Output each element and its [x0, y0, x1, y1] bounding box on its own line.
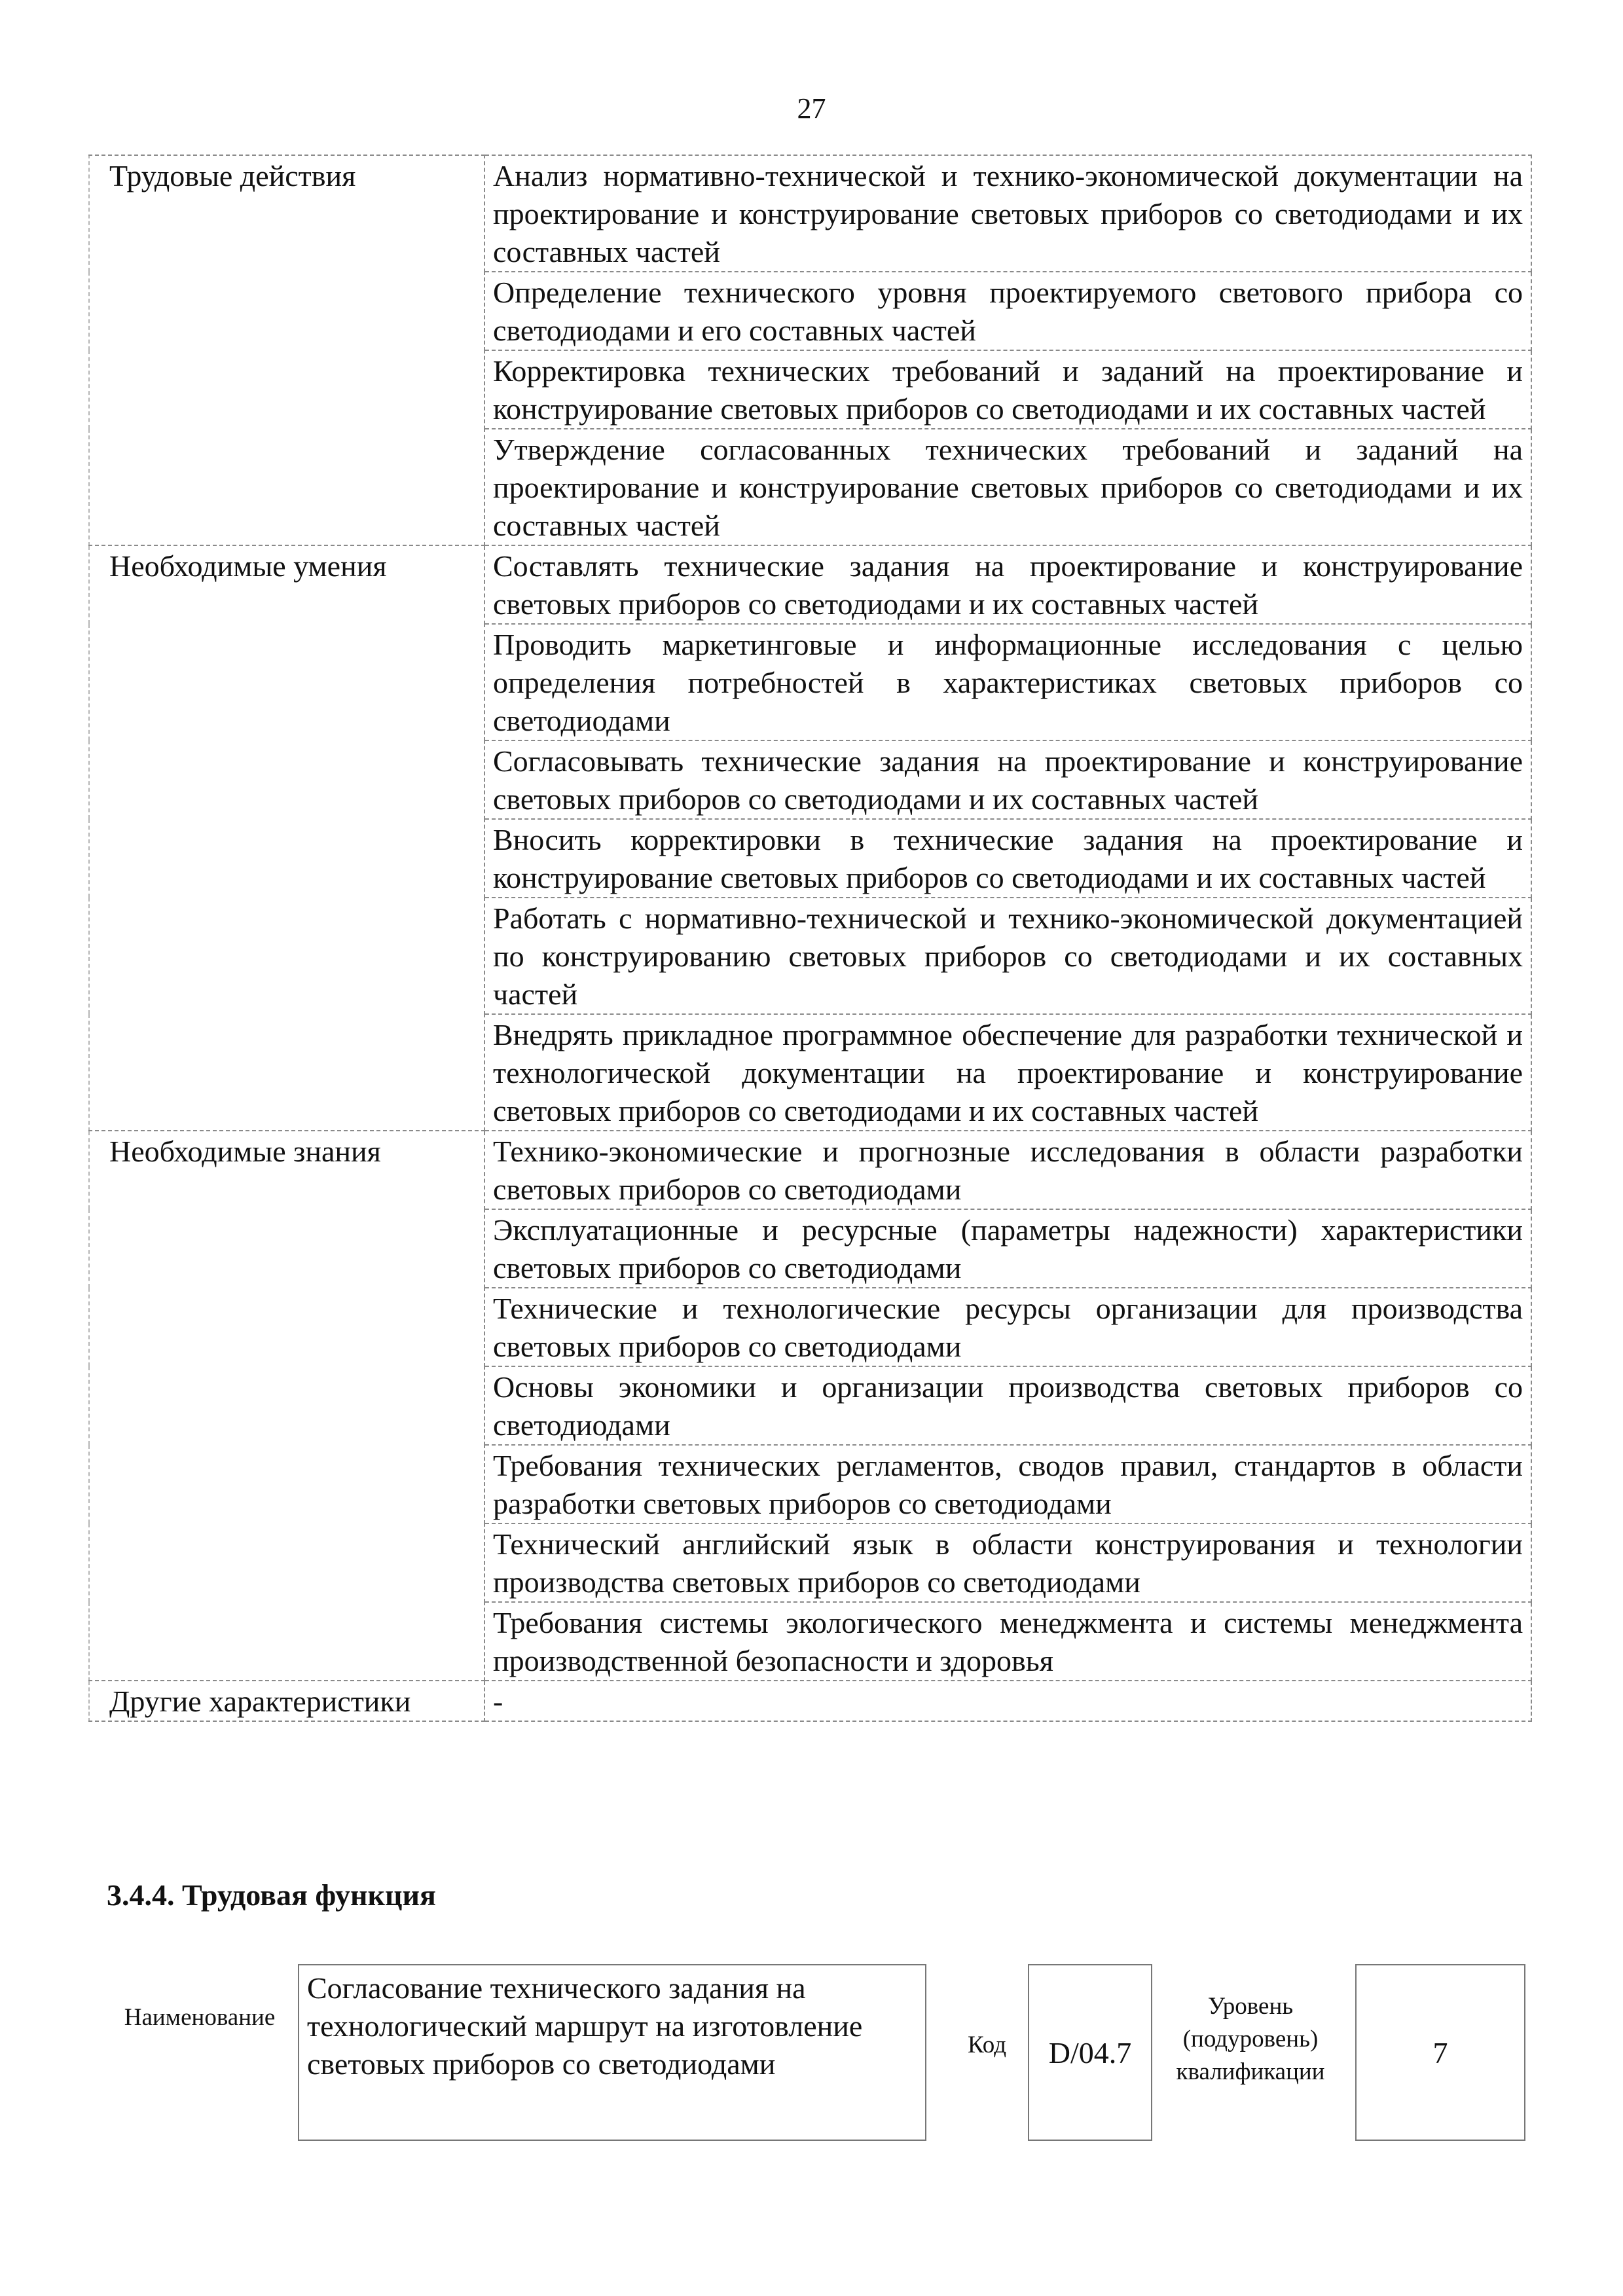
- level-label-line1: Уровень: [1207, 1993, 1294, 2020]
- requirement-cell: Технико-экономические и прогнозные исследования в области разработки световых приборов со светодиодами: [484, 1131, 1531, 1209]
- function-name-label: Наименование: [124, 2004, 276, 2031]
- table-row: [89, 1681, 1531, 1721]
- requirement-cell: Внедрять прикладное программное обеспечение для разработки технической и технологической документации на проектирование и конструирование световых приборов со светодиодами и их составных частей: [484, 1014, 1531, 1131]
- requirement-cell: Проводить маркетинговые и информационные исследования с целью определения потребностей в характеристиках световых приборов со светодиодами: [484, 624, 1531, 740]
- section-label: Другие характеристики: [89, 1681, 484, 1721]
- function-code-label: Код: [967, 2032, 1007, 2058]
- requirement-cell: Работать с нормативно-технической и технико-экономической документацией по конструированию световых приборов со светодиодами и их составных частей: [484, 898, 1531, 1014]
- table-row: [89, 1131, 1531, 1209]
- section-label: Необходимые знания: [89, 1131, 484, 1681]
- requirement-cell: Основы экономики и организации производства световых приборов со светодиодами: [484, 1366, 1531, 1445]
- requirement-cell: Технический английский язык в области конструирования и технологии производства световых приборов со светодиодами: [484, 1523, 1531, 1602]
- requirement-cell: Требования системы экологического менеджмента и системы менеджмента производственной безопасности и здоровья: [484, 1602, 1531, 1681]
- section-label: Необходимые умения: [89, 545, 484, 1131]
- labor-function-table: [88, 155, 1532, 1722]
- requirement-cell: Утверждение согласованных технических требований и заданий на проектирование и конструирование световых приборов со светодиодами и их составных частей: [484, 429, 1531, 545]
- table-row: [89, 155, 1531, 272]
- requirement-cell: Корректировка технических требований и заданий на проектирование и конструирование световых приборов со светодиодами и их составных частей: [484, 350, 1531, 429]
- requirement-cell: Определение технического уровня проектируемого светового прибора со светодиодами и его составных частей: [484, 272, 1531, 350]
- qualification-level-box: [1355, 1964, 1525, 2141]
- level-label-line2: (подуровень): [1182, 2026, 1319, 2052]
- qualification-level-label: [1159, 1990, 1342, 2088]
- qualification-level-value: 7: [1432, 2035, 1448, 2069]
- requirement-cell: Составлять технические задания на проектирование и конструирование световых приборов со светодиодами и их составных частей: [484, 545, 1531, 624]
- requirement-cell: Требования технических регламентов, сводов правил, стандартов в области разработки световых приборов со светодиодами: [484, 1445, 1531, 1523]
- table-row: [89, 545, 1531, 624]
- requirement-cell: Эксплуатационные и ресурсные (параметры надежности) характеристики световых приборов со светодиодами: [484, 1209, 1531, 1288]
- requirement-cell: Вносить корректировки в технические задания на проектирование и конструирование световых приборов со светодиодами и их составных частей: [484, 819, 1531, 898]
- function-code-box: [1028, 1964, 1152, 2141]
- requirement-cell: Согласовывать технические задания на проектирование и конструирование световых приборов со светодиодами и их составных частей: [484, 740, 1531, 819]
- function-code-value: D/04.7: [1048, 2035, 1132, 2069]
- table-body: [89, 155, 1531, 1721]
- level-label-line3: квалификации: [1176, 2058, 1325, 2085]
- section-label: Трудовые действия: [89, 155, 484, 545]
- page-number: 27: [797, 92, 826, 124]
- requirement-cell: Анализ нормативно-технической и технико-экономической документации на проектирование и конструирование световых приборов со светодиодами и их составных частей: [484, 155, 1531, 272]
- requirement-cell: Технические и технологические ресурсы организации для производства световых приборов со светодиодами: [484, 1288, 1531, 1366]
- requirement-cell: -: [484, 1681, 1531, 1721]
- function-name-box: Согласование технического задания на технологический маршрут на изготовление световых приборов со светодиодами: [298, 1964, 926, 2141]
- section-heading: 3.4.4. Трудовая функция: [107, 1878, 436, 1912]
